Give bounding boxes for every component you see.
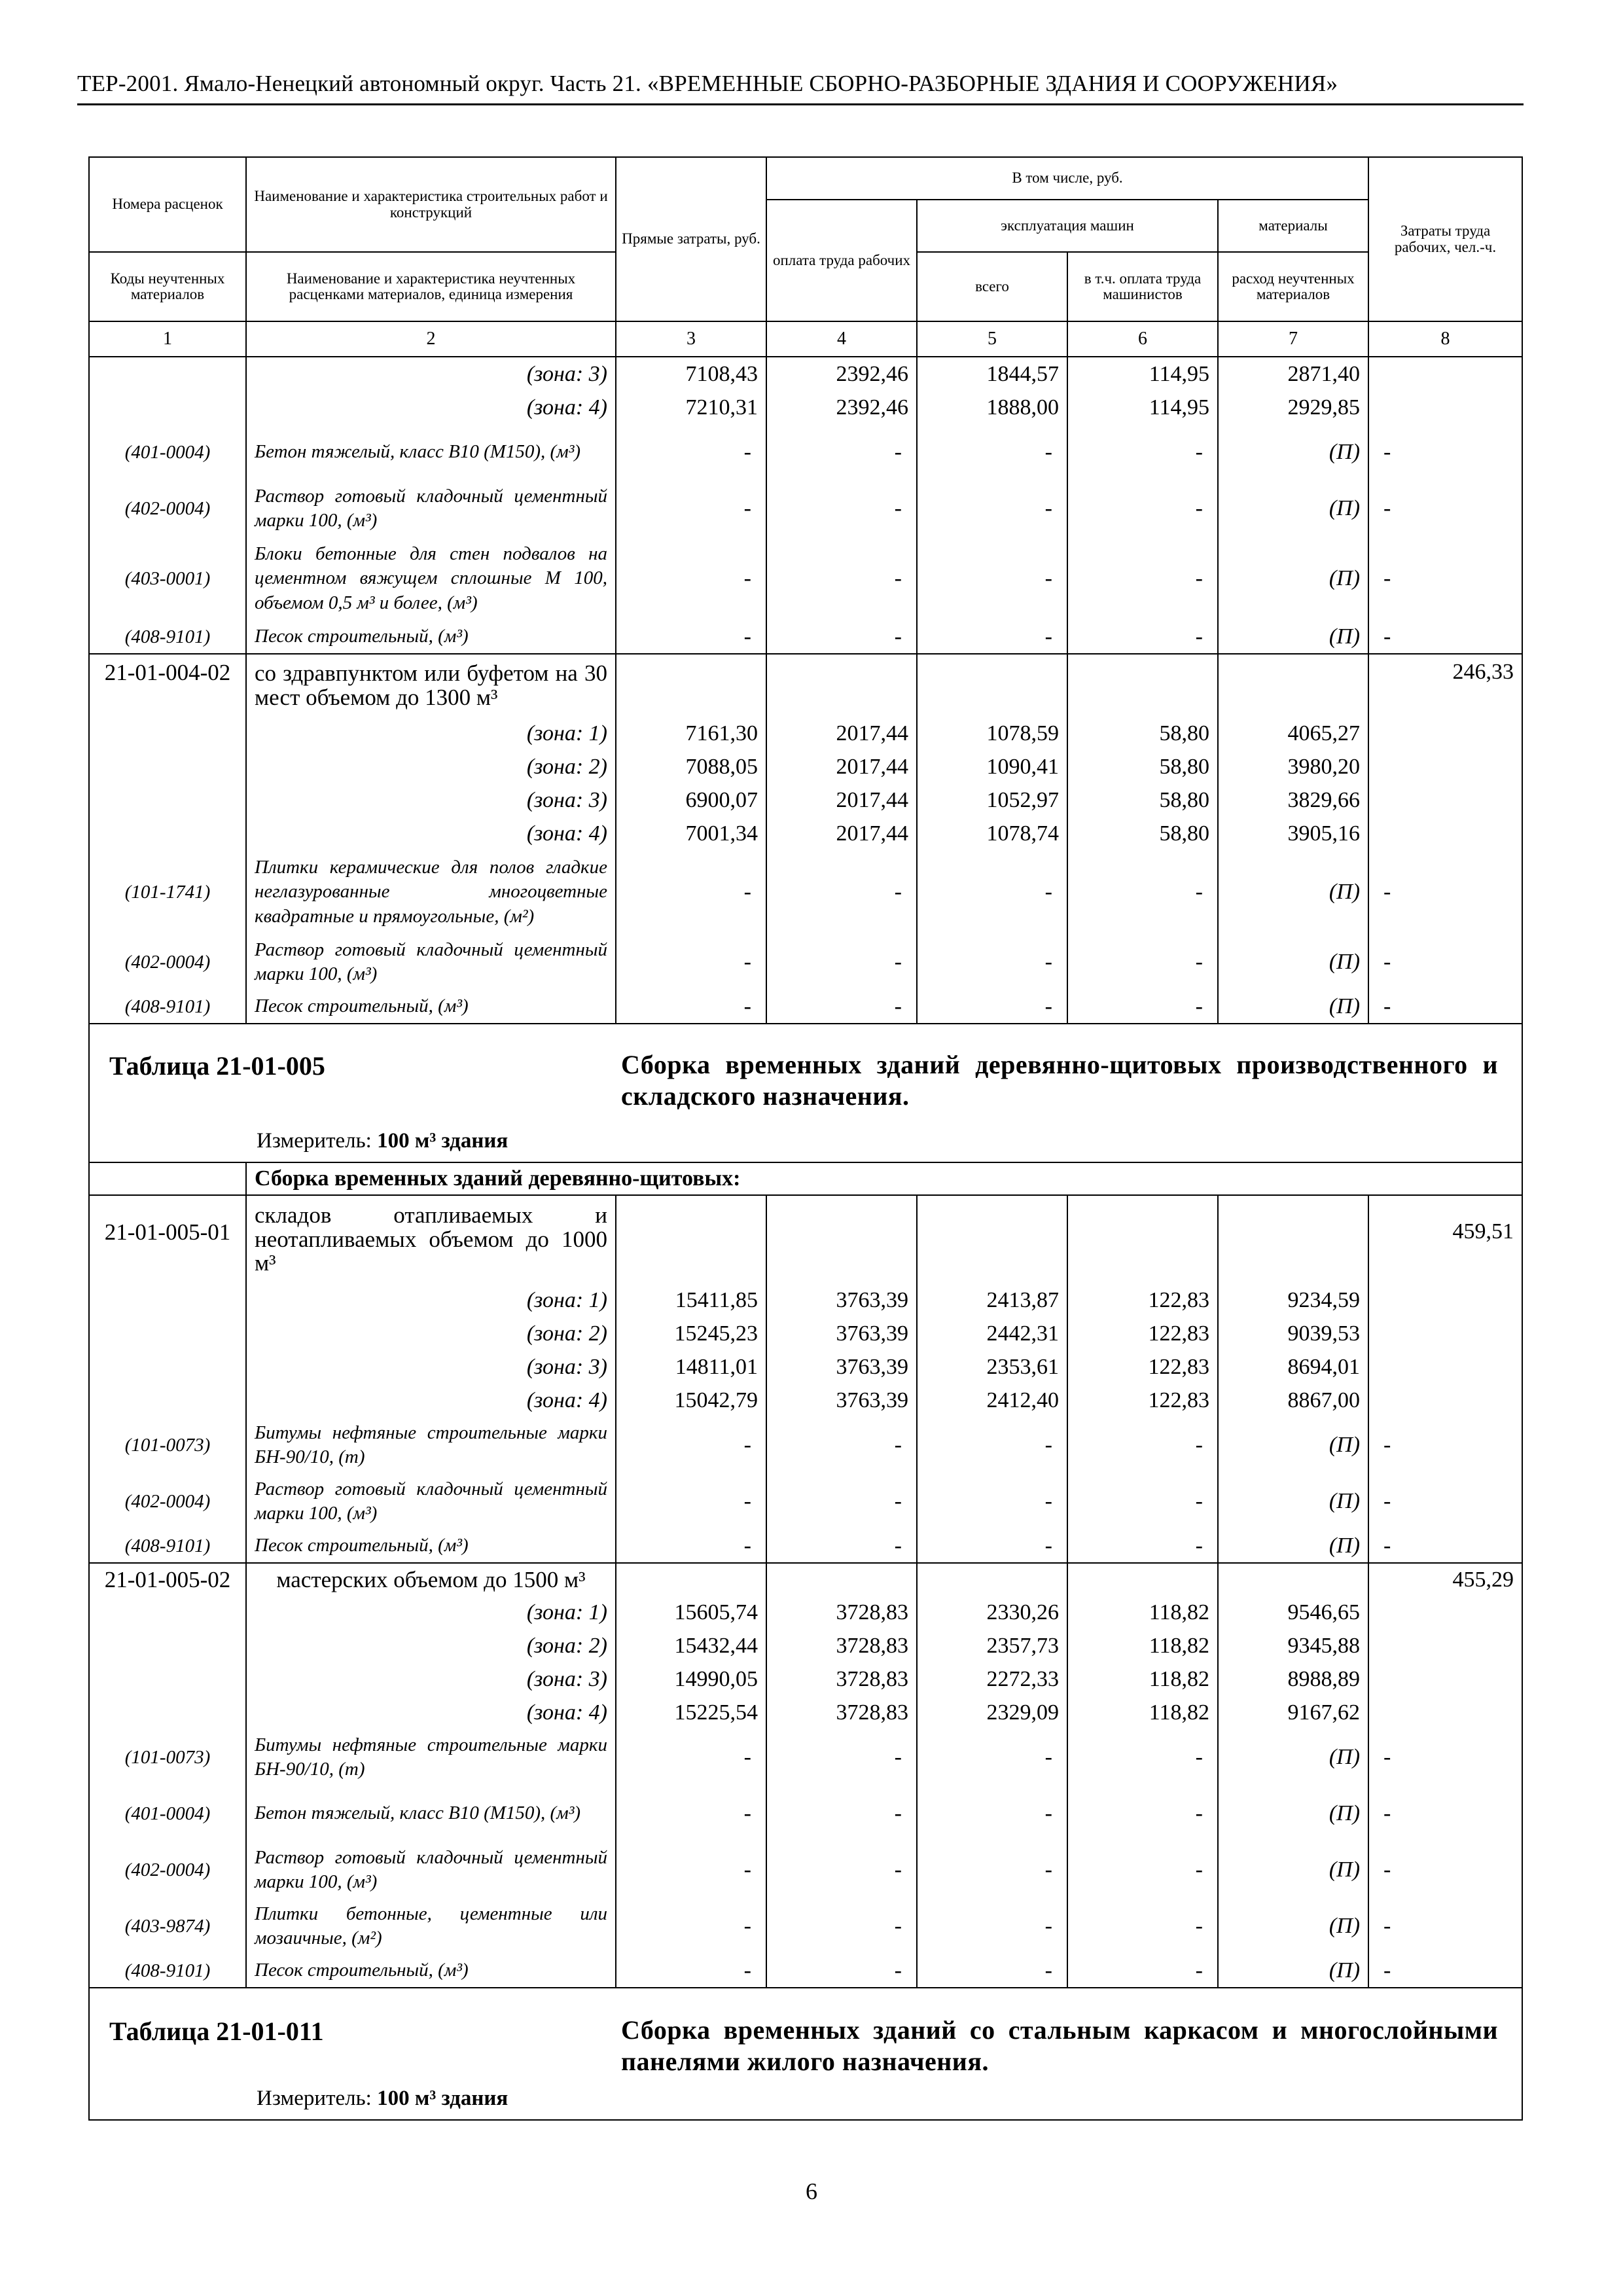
col-number: 3 [616,321,766,357]
material-name: Бетон тяжелый, класс В10 (М150), (м³) [246,424,616,480]
dash-cell: - [766,1954,917,1988]
dash-cell: - [766,850,917,934]
p-mark: (П) [1218,480,1368,537]
th-material-codes: Коды неучтенных материалов [89,252,246,321]
dash-cell: - [1067,934,1218,990]
materials-cost: 9345,88 [1218,1629,1368,1662]
zone-label: (зона: 3) [246,1662,616,1696]
dash-cell: - [1368,1417,1522,1473]
rate-code: 21-01-005-01 [89,1195,246,1283]
dash-cell: - [1368,1729,1522,1785]
dash-cell: - [1067,537,1218,620]
labor-pay: 2392,46 [766,357,917,391]
dash-cell: - [1067,850,1218,934]
dash-cell: - [917,1417,1067,1473]
machinists-pay: 122,83 [1067,1283,1218,1317]
page-header: ТЕР-2001. Ямало-Ненецкий автономный округ. Часть 21. «ВРЕМЕННЫЕ СБОРНО-РАЗБОРНЫЕ ЗДАНИЯ И СООРУЖЕНИЯ» [77,71,1338,96]
dash-cell: - [917,620,1067,654]
page-number: 6 [806,2178,817,2204]
material-row [89,850,1522,934]
material-name: Раствор готовый кладочный цементный марки 100, (м³) [246,480,616,537]
rate-item-row [89,654,1522,717]
dash-cell: - [1067,480,1218,537]
th-machinists-pay: в т.ч. оплата труда машинистов [1067,252,1218,321]
th-labor-hours: Затраты труда рабочих, чел.-ч. [1368,157,1522,321]
direct-cost: 7161,30 [616,717,766,750]
col-number: 6 [1067,321,1218,357]
material-code: (403-0001) [89,537,246,620]
p-mark: (П) [1218,1785,1368,1842]
direct-cost: 14990,05 [616,1662,766,1696]
zone-row [89,1596,1522,1629]
zone-row [89,1350,1522,1384]
dash-cell: - [1368,850,1522,934]
dash-cell: - [1067,1954,1218,1988]
dash-cell: - [1368,480,1522,537]
labor-pay: 3763,39 [766,1384,917,1417]
machinists-pay: 58,80 [1067,750,1218,783]
dash-cell: - [766,990,917,1024]
table-label: Таблица 21-01-011 [109,2017,324,2046]
material-row [89,620,1522,654]
direct-cost: 15225,54 [616,1696,766,1729]
labor-pay: 3763,39 [766,1350,917,1384]
p-mark: (П) [1218,1898,1368,1954]
dash-cell: - [766,1842,917,1898]
material-name: Битумы нефтяные строительные марки БН-90/10, (т) [246,1729,616,1785]
dash-cell: - [616,1417,766,1473]
machinists-pay: 58,80 [1067,783,1218,817]
dash-cell: - [1368,990,1522,1024]
table-description: Сборка временных зданий деревянно-щитовых производственного и складского назначения. [621,1050,1498,1111]
th-direct-costs: Прямые затраты, руб. [616,157,766,321]
dash-cell: - [917,1954,1067,1988]
dash-cell: - [917,537,1067,620]
materials-cost: 4065,27 [1218,717,1368,750]
machinists-pay: 122,83 [1067,1350,1218,1384]
machinists-pay: 118,82 [1067,1696,1218,1729]
material-row [89,537,1522,620]
material-name: Бетон тяжелый, класс В10 (М150), (м³) [246,1785,616,1842]
dash-cell: - [766,480,917,537]
dash-cell: - [917,424,1067,480]
labor-hours: 459,51 [1368,1195,1522,1283]
column-numbers-row [89,321,1522,357]
materials-cost: 8988,89 [1218,1662,1368,1696]
machines-total: 1078,59 [917,717,1067,750]
dash-cell: - [766,1785,917,1842]
material-code: (101-1741) [89,850,246,934]
materials-cost: 9234,59 [1218,1283,1368,1317]
machinists-pay: 114,95 [1067,391,1218,424]
materials-cost: 8694,01 [1218,1350,1368,1384]
dash-cell: - [616,1729,766,1785]
zone-row [89,750,1522,783]
dash-cell: - [1368,1530,1522,1563]
materials-cost: 9039,53 [1218,1317,1368,1350]
labor-pay: 2017,44 [766,817,917,850]
rate-name: складов отапливаемых и неотапливаемых объемом до 1000 м³ [246,1195,616,1283]
machinists-pay: 118,82 [1067,1662,1218,1696]
material-name: Песок строительный, (м³) [246,620,616,654]
th-material-names: Наименование и характеристика неучтенных расценками материалов, единица измерения [246,252,616,321]
zone-row [89,1283,1522,1317]
machinists-pay: 114,95 [1067,357,1218,391]
labor-pay: 2017,44 [766,750,917,783]
dash-cell: - [917,480,1067,537]
dash-cell: - [917,990,1067,1024]
meter-label: Измеритель: [257,1129,378,1153]
zone-row [89,1384,1522,1417]
material-row [89,934,1522,990]
labor-pay: 2017,44 [766,783,917,817]
direct-cost: 15432,44 [616,1629,766,1662]
zone-label: (зона: 1) [246,717,616,750]
dash-cell: - [766,934,917,990]
direct-cost: 6900,07 [616,783,766,817]
rate-item-row [89,1563,1522,1596]
zone-row [89,717,1522,750]
dash-cell: - [1067,1473,1218,1530]
dash-cell: - [1368,537,1522,620]
rate-code: 21-01-005-02 [89,1563,246,1596]
material-name: Песок строительный, (м³) [246,1530,616,1563]
labor-pay: 3728,83 [766,1662,917,1696]
header-rule [77,103,1524,105]
material-code: (408-9101) [89,620,246,654]
material-name: Блоки бетонные для стен подвалов на цементном вяжущем сплошные М 100, объемом 0,5 м³ и более, (м³) [246,537,616,620]
material-code: (408-9101) [89,1530,246,1563]
p-mark: (П) [1218,1417,1368,1473]
zone-row [89,1696,1522,1729]
machines-total: 1090,41 [917,750,1067,783]
p-mark: (П) [1218,934,1368,990]
machinists-pay: 58,80 [1067,717,1218,750]
th-work-name: Наименование и характеристика строительных работ и конструкций [246,157,616,252]
machines-total: 2272,33 [917,1662,1067,1696]
table-section-header [89,1988,1522,2120]
material-code: (402-0004) [89,1473,246,1530]
zone-label: (зона: 1) [246,1283,616,1317]
labor-pay: 3763,39 [766,1317,917,1350]
col-number: 8 [1368,321,1522,357]
p-mark: (П) [1218,1729,1368,1785]
dash-cell: - [1368,424,1522,480]
machines-total: 1052,97 [917,783,1067,817]
material-code: (402-0004) [89,1842,246,1898]
material-row [89,1785,1522,1842]
dash-cell: - [616,1473,766,1530]
zone-label: (зона: 3) [246,357,616,391]
dash-cell: - [1067,620,1218,654]
material-code: (402-0004) [89,480,246,537]
direct-cost: 7001,34 [616,817,766,850]
zone-row [89,357,1522,391]
material-code: (408-9101) [89,1954,246,1988]
direct-cost: 14811,01 [616,1350,766,1384]
dash-cell: - [616,1842,766,1898]
meter [257,1129,508,1153]
labor-pay: 3728,83 [766,1596,917,1629]
dash-cell: - [1368,1473,1522,1530]
material-code: (101-0073) [89,1417,246,1473]
meter-value: 100 м³ здания [377,1129,508,1153]
zone-row [89,783,1522,817]
dash-cell: - [1067,1729,1218,1785]
dash-cell: - [1067,1530,1218,1563]
dash-cell: - [1368,1785,1522,1842]
col-number: 4 [766,321,917,357]
subheading: Сборка временных зданий деревянно-щитовых: [246,1162,1522,1195]
dash-cell: - [917,1842,1067,1898]
zone-row [89,1629,1522,1662]
dash-cell: - [616,537,766,620]
p-mark: (П) [1218,1473,1368,1530]
dash-cell: - [1368,620,1522,654]
dash-cell: - [616,424,766,480]
materials-cost: 2871,40 [1218,357,1368,391]
zone-label: (зона: 4) [246,391,616,424]
dash-cell: - [766,424,917,480]
p-mark: (П) [1218,990,1368,1024]
dash-cell: - [616,480,766,537]
meter [257,2087,508,2111]
p-mark: (П) [1218,1954,1368,1988]
materials-cost: 9167,62 [1218,1696,1368,1729]
material-row [89,1530,1522,1563]
dash-cell: - [917,1530,1067,1563]
labor-pay: 2017,44 [766,717,917,750]
dash-cell: - [917,1898,1067,1954]
material-row [89,1954,1522,1988]
zone-row [89,817,1522,850]
machines-total: 2330,26 [917,1596,1067,1629]
direct-cost: 7108,43 [616,357,766,391]
machines-total: 2442,31 [917,1317,1067,1350]
dash-cell: - [917,1785,1067,1842]
dash-cell: - [766,1473,917,1530]
machinists-pay: 122,83 [1067,1317,1218,1350]
materials-cost: 3980,20 [1218,750,1368,783]
p-mark: (П) [1218,424,1368,480]
materials-cost: 2929,85 [1218,391,1368,424]
dash-cell: - [917,1473,1067,1530]
direct-cost: 15605,74 [616,1596,766,1629]
rate-item-row [89,1195,1522,1283]
machines-total: 2412,40 [917,1384,1067,1417]
dash-cell: - [616,934,766,990]
machines-total: 2413,87 [917,1283,1067,1317]
dash-cell: - [1368,1954,1522,1988]
zone-label: (зона: 4) [246,1696,616,1729]
direct-cost: 7210,31 [616,391,766,424]
materials-cost: 9546,65 [1218,1596,1368,1629]
dash-cell: - [917,1729,1067,1785]
dash-cell: - [1067,1898,1218,1954]
dash-cell: - [616,850,766,934]
zone-label: (зона: 4) [246,817,616,850]
machinists-pay: 118,82 [1067,1596,1218,1629]
machines-total: 1844,57 [917,357,1067,391]
material-row [89,480,1522,537]
dash-cell: - [766,1729,917,1785]
dash-cell: - [1067,1785,1218,1842]
rate-name: мастерских объемом до 1500 м³ [246,1563,616,1596]
dash-cell: - [616,1898,766,1954]
p-mark: (П) [1218,850,1368,934]
material-name: Песок строительный, (м³) [246,990,616,1024]
machines-total: 2353,61 [917,1350,1067,1384]
th-labor-pay: оплата труда рабочих [766,200,917,321]
th-materials: материалы [1218,200,1368,252]
p-mark: (П) [1218,620,1368,654]
dash-cell: - [766,620,917,654]
th-unaccounted-materials: расход неучтенных материалов [1218,252,1368,321]
dash-cell: - [616,1954,766,1988]
zone-row [89,391,1522,424]
zone-label: (зона: 1) [246,1596,616,1629]
machinists-pay: 122,83 [1067,1384,1218,1417]
th-machines-total: всего [917,252,1067,321]
machines-total: 2357,73 [917,1629,1067,1662]
col-number: 2 [246,321,616,357]
col-number: 5 [917,321,1067,357]
zone-label: (зона: 4) [246,1384,616,1417]
table-label: Таблица 21-01-005 [109,1051,325,1081]
dash-cell: - [1067,424,1218,480]
col-number: 7 [1218,321,1368,357]
dash-cell: - [766,1898,917,1954]
dash-cell: - [1368,934,1522,990]
th-including: В том числе, руб. [766,157,1368,200]
dash-cell: - [917,934,1067,990]
material-code: (401-0004) [89,424,246,480]
material-name: Битумы нефтяные строительные марки БН-90/10, (т) [246,1417,616,1473]
col-number: 1 [89,321,246,357]
material-name: Плитки бетонные, цементные или мозаичные, (м²) [246,1898,616,1954]
zone-label: (зона: 2) [246,750,616,783]
p-mark: (П) [1218,537,1368,620]
labor-pay: 2392,46 [766,391,917,424]
dash-cell: - [766,1417,917,1473]
material-row [89,1473,1522,1530]
direct-cost: 15411,85 [616,1283,766,1317]
materials-cost: 8867,00 [1218,1384,1368,1417]
dash-cell: - [616,1785,766,1842]
material-code: (402-0004) [89,934,246,990]
dash-cell: - [917,850,1067,934]
zone-label: (зона: 2) [246,1317,616,1350]
dash-cell: - [766,1530,917,1563]
direct-cost: 15042,79 [616,1384,766,1417]
th-rate-number: Номера расценок [89,157,246,252]
material-row [89,1898,1522,1954]
machines-total: 2329,09 [917,1696,1067,1729]
machinists-pay: 58,80 [1067,817,1218,850]
material-row [89,1417,1522,1473]
rates-table [88,156,1523,2121]
subheading-row [89,1162,1522,1195]
machinists-pay: 118,82 [1067,1629,1218,1662]
p-mark: (П) [1218,1530,1368,1563]
zone-label: (зона: 2) [246,1629,616,1662]
material-name: Песок строительный, (м³) [246,1954,616,1988]
material-code: (408-9101) [89,990,246,1024]
dash-cell: - [1067,1417,1218,1473]
material-row [89,990,1522,1024]
th-machines: эксплуатация машин [917,200,1218,252]
labor-pay: 3728,83 [766,1629,917,1662]
direct-cost: 7088,05 [616,750,766,783]
zone-row [89,1662,1522,1696]
zone-row [89,1317,1522,1350]
materials-cost: 3829,66 [1218,783,1368,817]
dash-cell: - [616,1530,766,1563]
direct-cost: 15245,23 [616,1317,766,1350]
material-code: (101-0073) [89,1729,246,1785]
dash-cell: - [616,620,766,654]
dash-cell: - [1368,1842,1522,1898]
material-code: (401-0004) [89,1785,246,1842]
dash-cell: - [766,537,917,620]
material-name: Раствор готовый кладочный цементный марки 100, (м³) [246,934,616,990]
meter-value: 100 м³ здания [377,2087,508,2110]
machines-total: 1078,74 [917,817,1067,850]
rate-code: 21-01-004-02 [89,654,246,717]
material-row [89,424,1522,480]
machines-total: 1888,00 [917,391,1067,424]
material-row [89,1729,1522,1785]
labor-pay: 3763,39 [766,1283,917,1317]
p-mark: (П) [1218,1842,1368,1898]
labor-hours: 246,33 [1368,654,1522,717]
meter-label: Измеритель: [257,2087,378,2110]
labor-hours: 455,29 [1368,1563,1522,1596]
material-code: (403-9874) [89,1898,246,1954]
material-name: Раствор готовый кладочный цементный марки 100, (м³) [246,1473,616,1530]
table-description: Сборка временных зданий со стальным каркасом и многослойными панелями жилого назначения. [621,2015,1498,2076]
dash-cell: - [1067,990,1218,1024]
material-name: Раствор готовый кладочный цементный марки 100, (м³) [246,1842,616,1898]
zone-label: (зона: 3) [246,1350,616,1384]
zone-label: (зона: 3) [246,783,616,817]
dash-cell: - [616,990,766,1024]
labor-pay: 3728,83 [766,1696,917,1729]
materials-cost: 3905,16 [1218,817,1368,850]
table-section-header [89,1024,1522,1162]
material-name: Плитки керамические для полов гладкие неглазурованные многоцветные квадратные и прямоугольные, (м²) [246,850,616,934]
material-row [89,1842,1522,1898]
dash-cell: - [1368,1898,1522,1954]
rate-name: со здравпунктом или буфетом на 30 мест объемом до 1300 м³ [246,654,616,717]
dash-cell: - [1067,1842,1218,1898]
